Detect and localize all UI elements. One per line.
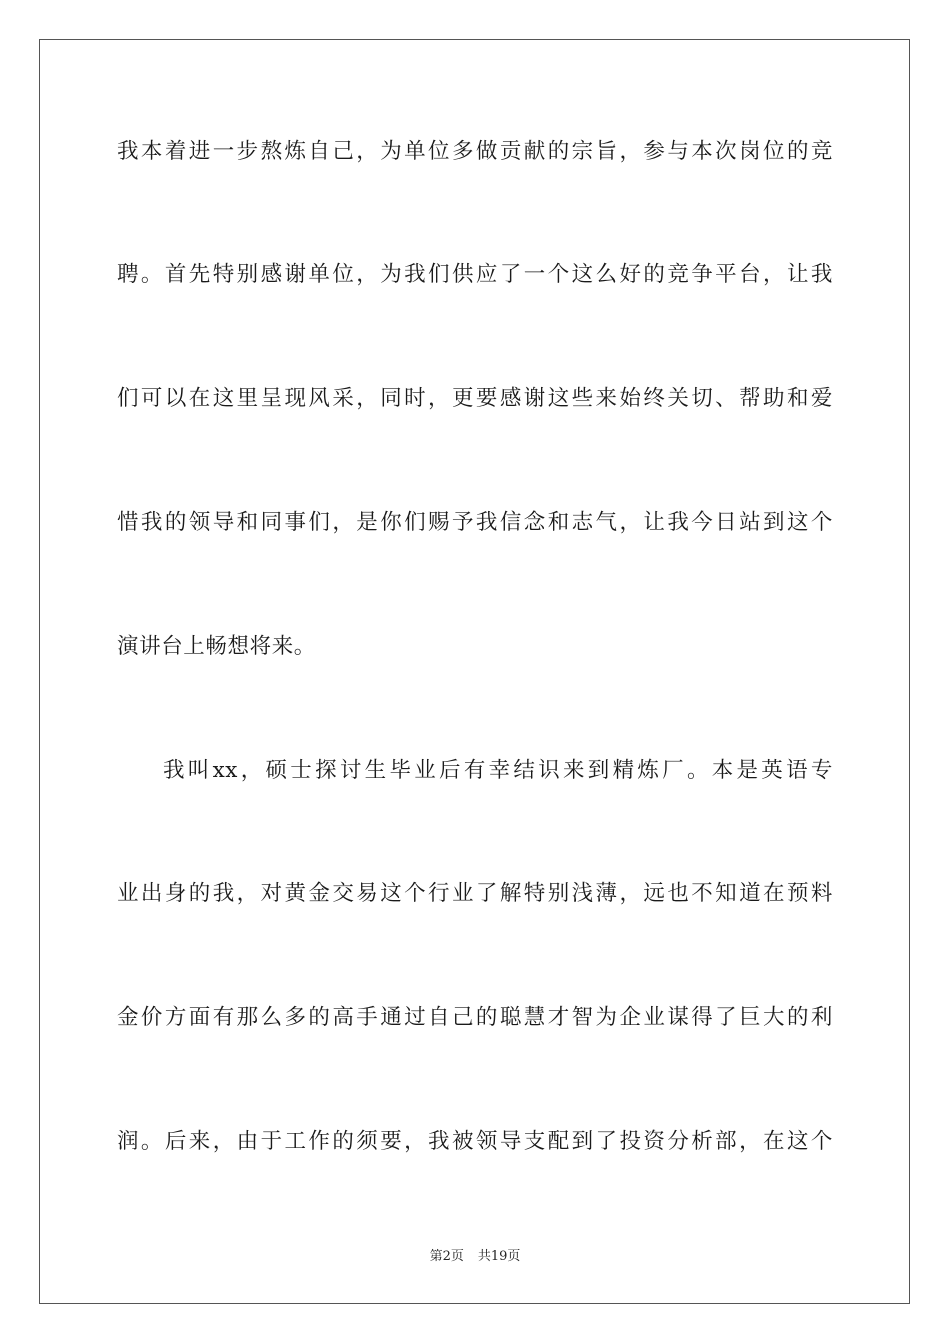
text-line: 聘。首先特别感谢单位，为我们供应了一个这么好的竞争平台，让我: [117, 262, 833, 287]
page-number: 第2页: [429, 1249, 464, 1264]
text-line: 惜我的领导和同事们，是你们赐予我信念和志气，让我今日站到这个: [117, 510, 833, 535]
text-line: 业出身的我，对黄金交易这个行业了解特别浅薄，远也不知道在预料: [117, 881, 833, 906]
text-line: 我本着进一步熬炼自己，为单位多做贡献的宗旨，参与本次岗位的竞: [117, 139, 833, 164]
text-line: 演讲台上畅想将来。: [117, 634, 316, 659]
text-line: 金价方面有那么多的高手通过自己的聪慧才智为企业谋得了巨大的利: [117, 1005, 833, 1030]
page-total: 共19页: [477, 1249, 521, 1264]
text-line: 们可以在这里呈现风采，同时，更要感谢这些来始终关切、帮助和爱: [117, 386, 833, 411]
page-footer: [0, 1248, 950, 1266]
text-line: 润。后来，由于工作的须要，我被领导支配到了投资分析部，在这个: [117, 1129, 833, 1154]
page-border: [39, 39, 910, 1304]
paragraph-first-line: 我叫xx，硕士探讨生毕业后有幸结识来到精炼厂。本是英语专: [163, 758, 833, 783]
